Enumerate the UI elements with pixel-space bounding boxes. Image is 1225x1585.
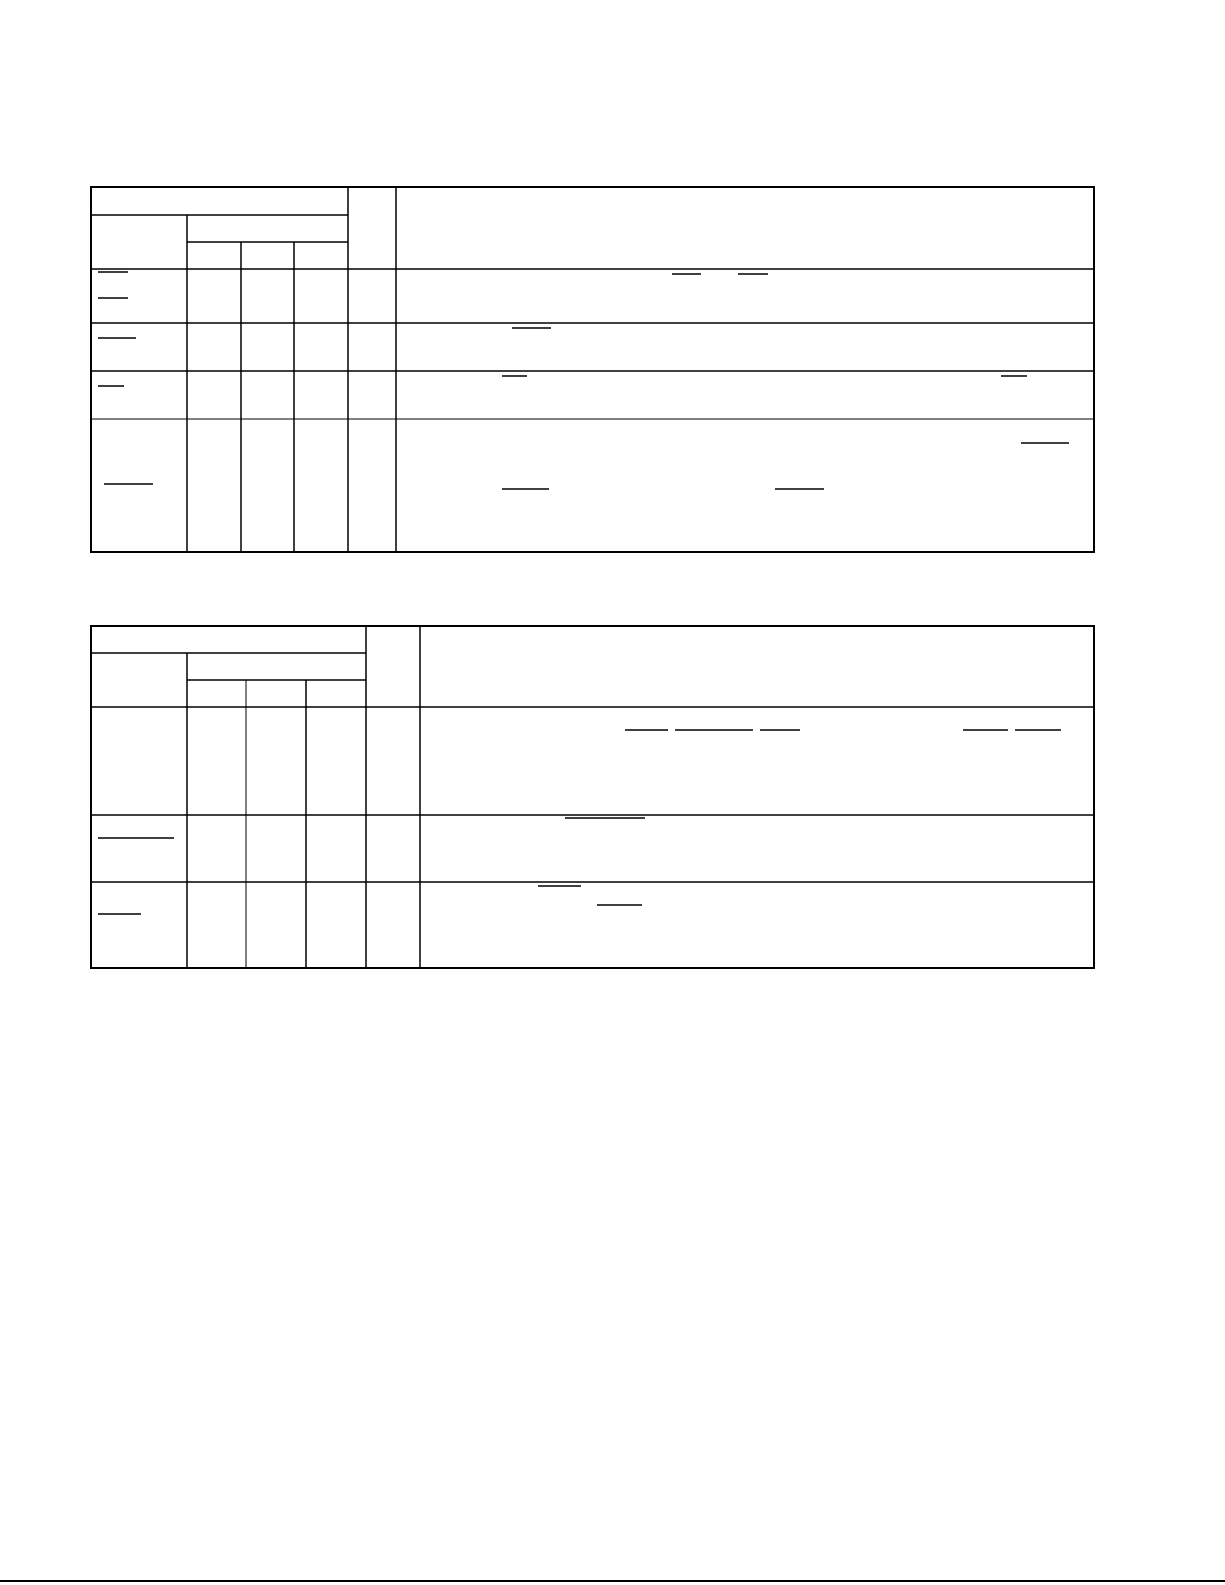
table-1 <box>91 187 1094 552</box>
table-2-border <box>91 626 1094 968</box>
table-2 <box>91 626 1094 968</box>
